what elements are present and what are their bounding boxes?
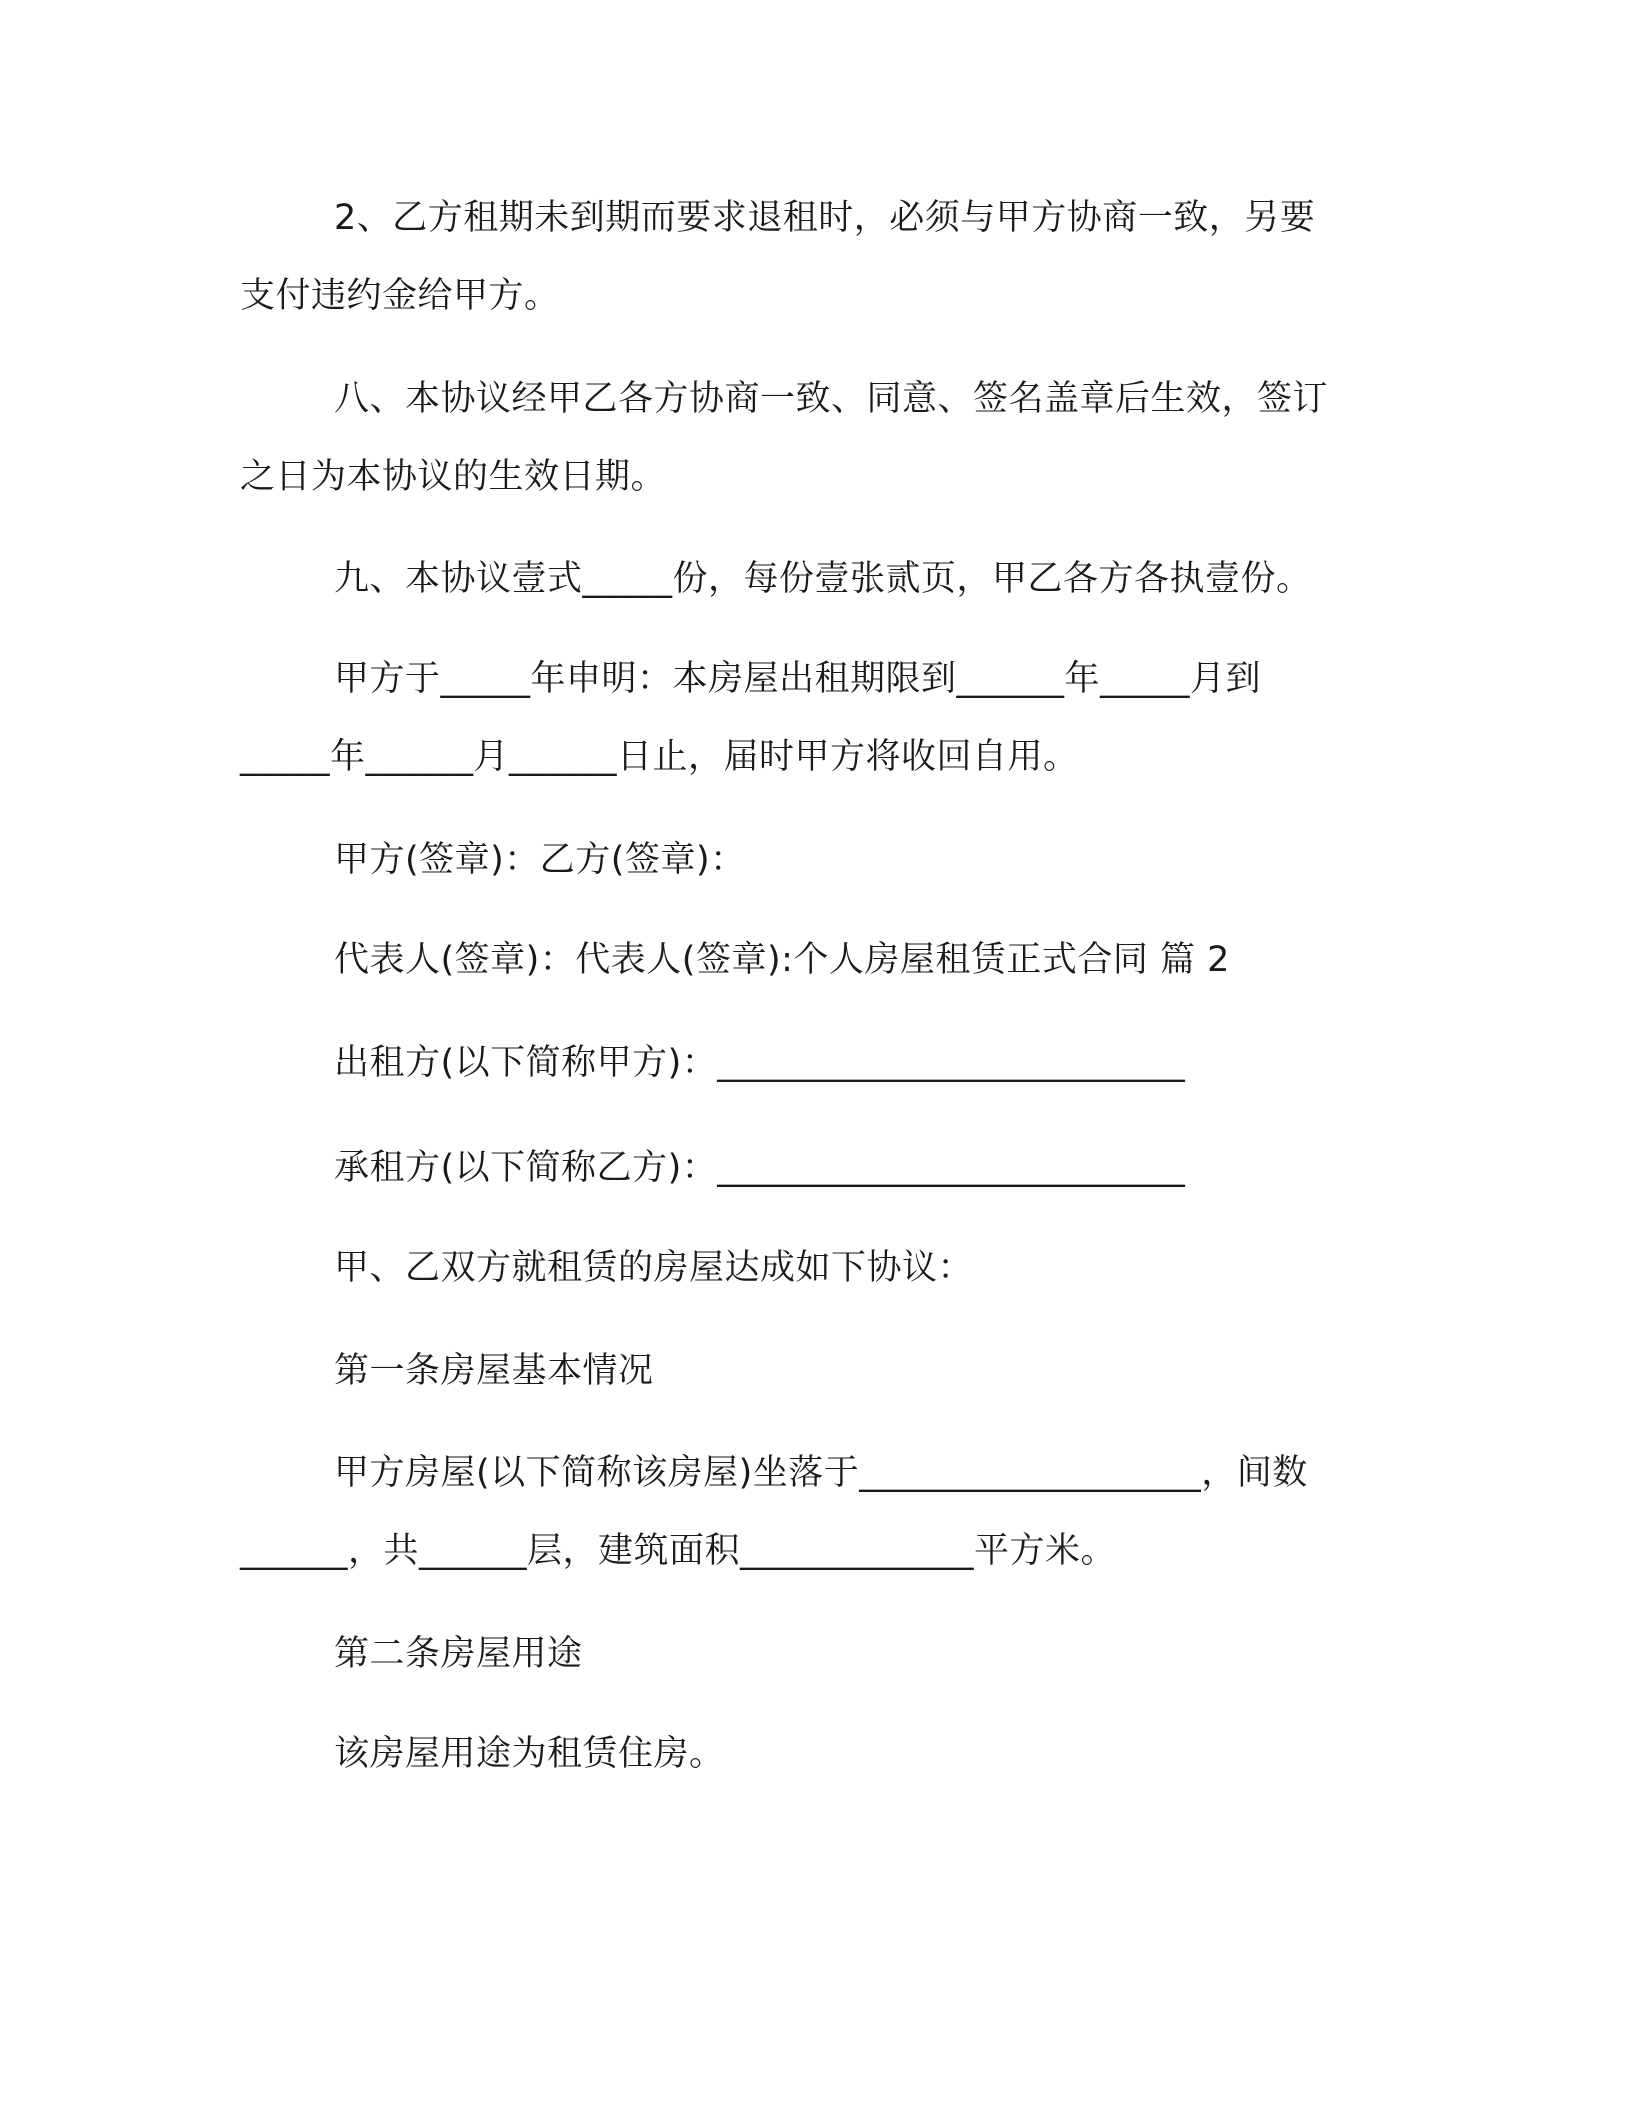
representative-line: 代表人(签章)：代表人(签章):个人房屋租赁正式合同 篇 2	[334, 940, 1230, 980]
agreement-intro: 甲、乙双方就租赁的房屋达成如下协议：	[334, 1248, 974, 1288]
declaration-line-2: _____年______月______日止，届时甲方将收回自用。	[240, 737, 1079, 777]
article-2-body: 该房屋用途为租赁住房。	[334, 1734, 725, 1774]
article-1-heading: 第一条房屋基本情况	[334, 1351, 654, 1391]
clause-7-2-line-2: 支付违约金给甲方。	[240, 276, 560, 316]
declaration-line-1: 甲方于_____年申明：本房屋出租期限到______年_____月到	[334, 659, 1262, 699]
signature-line: 甲方(签章)：乙方(签章)：	[334, 840, 746, 880]
lessor-line: 出租方(以下简称甲方)：__________________________	[334, 1043, 1186, 1083]
article-1-line-1: 甲方房屋(以下简称该房屋)坐落于___________________，间数	[334, 1453, 1308, 1493]
lessee-line: 承租方(以下简称乙方)：__________________________	[334, 1148, 1186, 1188]
article-2-heading: 第二条房屋用途	[334, 1634, 583, 1674]
clause-8-line-2: 之日为本协议的生效日期。	[240, 457, 667, 497]
clause-9-line: 九、本协议壹式_____份，每份壹张贰页，甲乙各方各执壹份。	[334, 559, 1312, 599]
clause-8-line-1: 八、本协议经甲乙各方协商一致、同意、签名盖章后生效，签订	[334, 379, 1329, 419]
clause-7-2-line-1: 2、乙方租期未到期而要求退租时，必须与甲方协商一致，另要	[334, 198, 1316, 238]
article-1-line-2: ______，共______层，建筑面积_____________平方米。	[240, 1531, 1117, 1571]
